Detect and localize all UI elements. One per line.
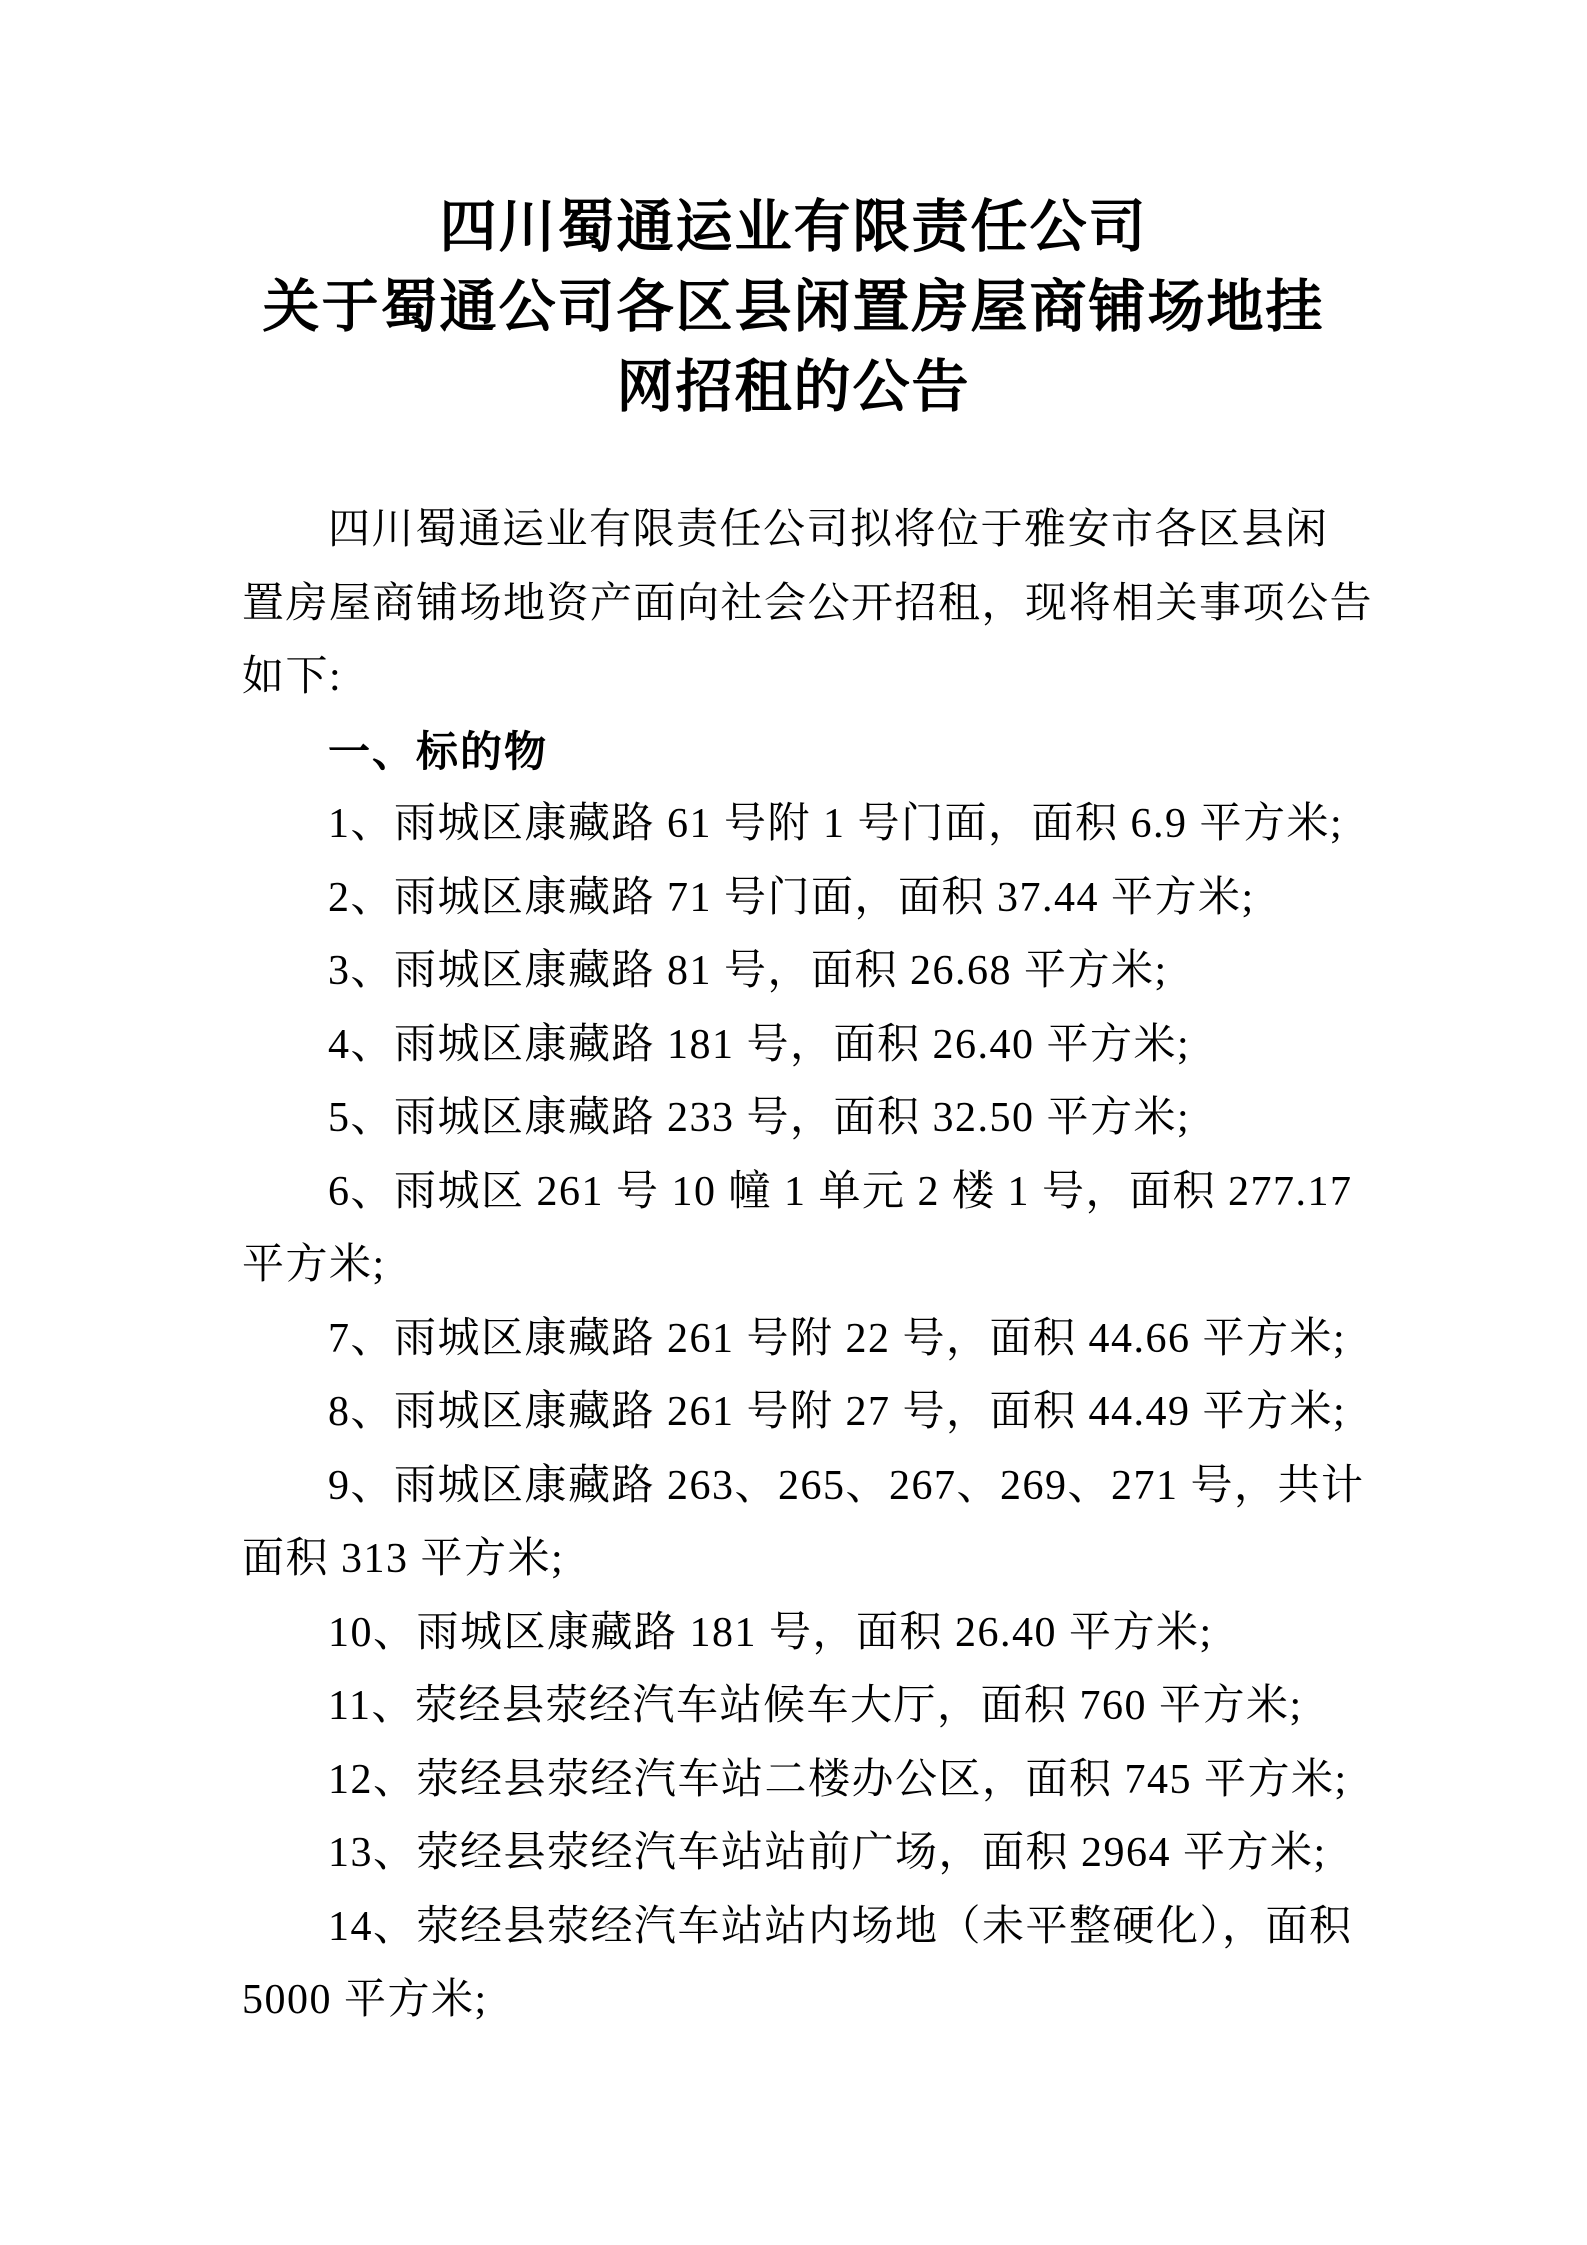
document-content bbox=[242, 0, 1374, 2038]
list-item-7: 7、雨城区康藏路 261 号附 22 号，面积 44.66 平方米; bbox=[328, 1315, 1347, 1362]
intro-paragraph-line-1: 四川蜀通运业有限责任公司拟将位于雅安市各区县闲 bbox=[328, 507, 1329, 553]
list-item-14-line-1: 14、荥经县荥经汽车站站内场地（未平整硬化），面积 bbox=[328, 1903, 1353, 1950]
list-item-3: 3、雨城区康藏路 81 号，面积 26.68 平方米; bbox=[328, 948, 1168, 994]
list-item-13: 13、荥经县荥经汽车站站前广场，面积 2964 平方米; bbox=[328, 1830, 1327, 1876]
list-item-8: 8、雨城区康藏路 261 号附 27 号，面积 44.49 平方米; bbox=[328, 1389, 1347, 1435]
list-item-10: 10、雨城区康藏路 181 号，面积 26.40 平方米; bbox=[328, 1609, 1213, 1656]
list-item-6-line-2: 平方米; bbox=[242, 1242, 386, 1288]
section-heading: 一、标的物 bbox=[328, 727, 549, 775]
document-body bbox=[242, 494, 1374, 2038]
intro-paragraph-line-2: 置房屋商铺场地资产面向社会公开招租，现将相关事项公告 bbox=[242, 580, 1374, 627]
list-item-12: 12、荥经县荥经汽车站二楼办公区，面积 745 平方米; bbox=[328, 1756, 1348, 1803]
list-item-6-line-1: 6、雨城区 261 号 10 幢 1 单元 2 楼 1 号，面积 277.17 bbox=[328, 1168, 1353, 1215]
list-item-2: 2、雨城区康藏路 71 号门面，面积 37.44 平方米; bbox=[328, 874, 1255, 921]
document-title bbox=[242, 188, 1345, 428]
list-item-9-line-1: 9、雨城区康藏路 263、265、267、269、271 号，共计 bbox=[328, 1462, 1365, 1509]
document-title-line-1: 四川蜀通运业有限责任公司 bbox=[439, 196, 1148, 259]
document-title-line-3: 网招租的公告 bbox=[616, 356, 971, 419]
list-item-14-line-2: 5000 平方米; bbox=[242, 1977, 488, 2023]
list-item-5: 5、雨城区康藏路 233 号，面积 32.50 平方米; bbox=[328, 1095, 1191, 1141]
list-item-11: 11、荥经县荥经汽车站候车大厅，面积 760 平方米; bbox=[328, 1683, 1303, 1729]
intro-paragraph-line-3: 如下: bbox=[242, 654, 343, 700]
document-title-line-2: 关于蜀通公司各区县闲置房屋商铺场地挂 bbox=[262, 276, 1325, 339]
list-item-1: 1、雨城区康藏路 61 号附 1 号门面，面积 6.9 平方米; bbox=[328, 801, 1344, 847]
list-item-4: 4、雨城区康藏路 181 号，面积 26.40 平方米; bbox=[328, 1021, 1191, 1068]
list-item-9-line-2: 面积 313 平方米; bbox=[242, 1536, 565, 1582]
